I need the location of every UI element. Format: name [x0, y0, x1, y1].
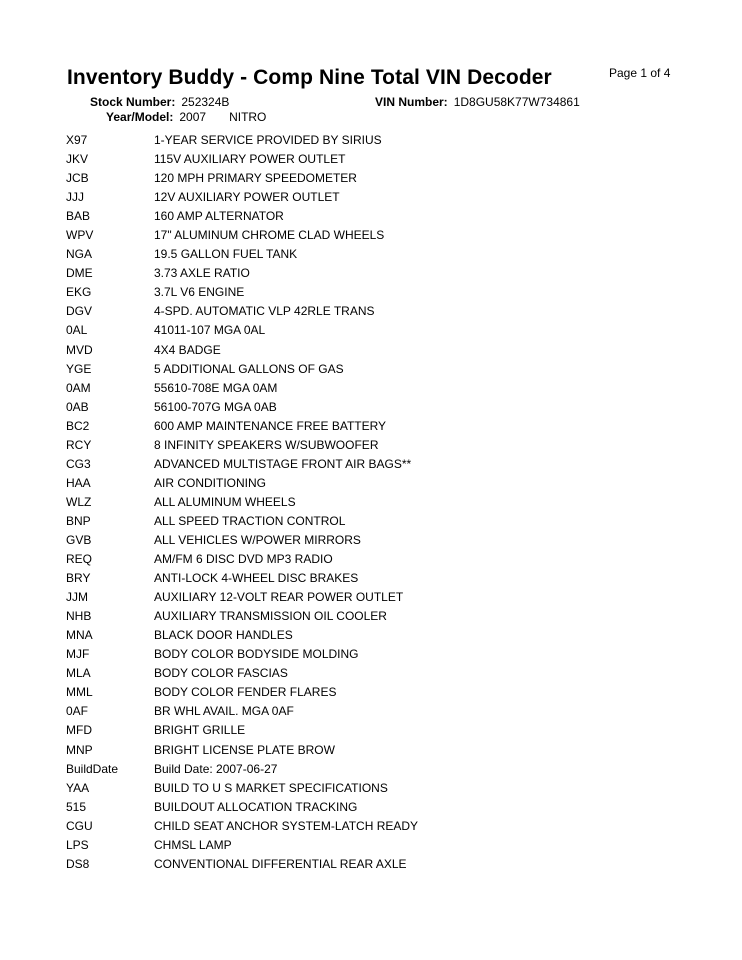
option-code: YGE — [66, 361, 92, 376]
option-description: BUILDOUT ALLOCATION TRACKING — [154, 799, 358, 814]
option-row — [0, 226, 742, 245]
option-row — [0, 264, 742, 283]
option-code: GVB — [66, 532, 92, 547]
option-description: Build Date: 2007-06-27 — [154, 761, 278, 776]
option-description: 160 AMP ALTERNATOR — [154, 209, 284, 224]
option-description: BODY COLOR FENDER FLARES — [154, 685, 337, 700]
option-row — [0, 531, 742, 550]
option-row — [0, 645, 742, 664]
option-code: 0AL — [66, 323, 88, 338]
option-description: 5 ADDITIONAL GALLONS OF GAS — [154, 361, 344, 376]
option-description: BUILD TO U S MARKET SPECIFICATIONS — [154, 780, 388, 795]
stock-number-label: Stock Number: — [90, 95, 176, 109]
option-code: 515 — [66, 799, 87, 814]
option-description: ADVANCED MULTISTAGE FRONT AIR BAGS** — [154, 456, 412, 471]
option-description: CONVENTIONAL DIFFERENTIAL REAR AXLE — [154, 856, 407, 871]
option-description: 12V AUXILIARY POWER OUTLET — [154, 190, 340, 205]
option-row — [0, 150, 742, 169]
option-row — [0, 341, 742, 360]
option-row — [0, 721, 742, 740]
option-description: AUXILIARY 12-VOLT REAR POWER OUTLET — [154, 590, 404, 605]
option-code: MNP — [66, 742, 93, 757]
option-code: JCB — [66, 171, 89, 186]
option-code: CG3 — [66, 456, 91, 471]
option-description: CHILD SEAT ANCHOR SYSTEM-LATCH READY — [154, 818, 419, 833]
option-row — [0, 169, 742, 188]
option-code: LPS — [66, 837, 89, 852]
option-row — [0, 417, 742, 436]
option-row — [0, 245, 742, 264]
option-code: MML — [66, 685, 93, 700]
option-code: YAA — [66, 780, 90, 795]
option-code: NHB — [66, 609, 92, 624]
vin-number-label: VIN Number: — [375, 95, 448, 109]
option-row — [0, 683, 742, 702]
option-code: WLZ — [66, 494, 92, 509]
option-row — [0, 817, 742, 836]
option-description: BLACK DOOR HANDLES — [154, 628, 293, 643]
vin-number-value: 1D8GU58K77W734861 — [453, 95, 580, 109]
option-row — [0, 512, 742, 531]
option-row — [0, 207, 742, 226]
option-description: 120 MPH PRIMARY SPEEDOMETER — [154, 171, 357, 186]
option-description: ALL ALUMINUM WHEELS — [154, 494, 296, 509]
year-model-field — [106, 110, 266, 124]
model-value: NITRO — [229, 110, 267, 124]
option-description: 4-SPD. AUTOMATIC VLP 42RLE TRANS — [154, 304, 375, 319]
option-row — [0, 664, 742, 683]
option-row — [0, 321, 742, 340]
option-description: ALL SPEED TRACTION CONTROL — [154, 513, 346, 528]
vin-number-field — [375, 95, 580, 109]
option-description: BRIGHT LICENSE PLATE BROW — [154, 742, 335, 757]
option-code: BNP — [66, 513, 91, 528]
option-code: WPV — [66, 228, 94, 243]
option-code-list — [0, 131, 742, 874]
option-code: BRY — [66, 571, 91, 586]
option-row — [0, 474, 742, 493]
option-row — [0, 188, 742, 207]
option-description: BODY COLOR FASCIAS — [154, 666, 288, 681]
option-description: 8 INFINITY SPEAKERS W/SUBWOOFER — [154, 437, 379, 452]
option-description: 1-YEAR SERVICE PROVIDED BY SIRIUS — [154, 133, 382, 147]
year-model-label: Year/Model: — [106, 110, 174, 124]
option-row — [0, 836, 742, 855]
option-code: CGU — [66, 818, 93, 833]
option-code: 0AB — [66, 399, 89, 414]
option-description: CHMSL LAMP — [154, 837, 232, 852]
option-row — [0, 569, 742, 588]
option-row — [0, 702, 742, 721]
page-number: Page 1 of 4 — [609, 66, 671, 80]
option-description: ALL VEHICLES W/POWER MIRRORS — [154, 532, 361, 547]
option-description: 115V AUXILIARY POWER OUTLET — [154, 152, 346, 167]
option-code: MJF — [66, 647, 90, 662]
option-row — [0, 550, 742, 569]
option-row — [0, 131, 742, 150]
option-description: BR WHL AVAIL. MGA 0AF — [154, 704, 294, 719]
option-code: EKG — [66, 285, 92, 300]
option-description: 55610-708E MGA 0AM — [154, 380, 278, 395]
option-row — [0, 741, 742, 760]
option-row — [0, 360, 742, 379]
option-row — [0, 855, 742, 874]
option-row — [0, 760, 742, 779]
option-code: MNA — [66, 628, 93, 643]
option-row — [0, 588, 742, 607]
option-description: AIR CONDITIONING — [154, 475, 267, 490]
option-row — [0, 626, 742, 645]
option-code: 0AF — [66, 704, 89, 719]
option-description: ANTI-LOCK 4-WHEEL DISC BRAKES — [154, 571, 359, 586]
stock-number-value: 252324B — [181, 95, 230, 109]
option-code: DGV — [66, 304, 93, 319]
option-code: BuildDate — [66, 761, 119, 776]
option-description: 3.73 AXLE RATIO — [154, 266, 250, 281]
option-code: JJJ — [66, 190, 84, 205]
option-row — [0, 455, 742, 474]
option-row — [0, 302, 742, 321]
option-row — [0, 379, 742, 398]
option-code: DS8 — [66, 856, 90, 871]
option-code: JKV — [66, 152, 89, 167]
option-code: RCY — [66, 437, 92, 452]
option-code: NGA — [66, 247, 93, 262]
option-description: 17" ALUMINUM CHROME CLAD WHEELS — [154, 228, 385, 243]
option-row — [0, 779, 742, 798]
option-description: 56100-707G MGA 0AB — [154, 399, 277, 414]
option-description: 4X4 BADGE — [154, 342, 221, 357]
option-row — [0, 283, 742, 302]
option-code: JJM — [66, 590, 88, 605]
option-description: 41011-107 MGA 0AL — [154, 323, 266, 338]
page-title: Inventory Buddy - Comp Nine Total VIN Decoder — [67, 66, 552, 89]
option-description: AUXILIARY TRANSMISSION OIL COOLER — [154, 609, 387, 624]
option-code: MLA — [66, 666, 91, 681]
option-code: DME — [66, 266, 93, 281]
option-code: BAB — [66, 209, 91, 224]
option-description: BODY COLOR BODYSIDE MOLDING — [154, 647, 359, 662]
option-code: X97 — [66, 133, 88, 147]
option-row — [0, 493, 742, 512]
option-description: AM/FM 6 DISC DVD MP3 RADIO — [154, 552, 333, 567]
option-row — [0, 398, 742, 417]
option-row — [0, 607, 742, 626]
option-code: MVD — [66, 342, 93, 357]
option-code: 0AM — [66, 380, 91, 395]
year-value: 2007 — [179, 110, 207, 124]
option-row — [0, 798, 742, 817]
option-description: 600 AMP MAINTENANCE FREE BATTERY — [154, 418, 387, 433]
option-description: 3.7L V6 ENGINE — [154, 285, 245, 300]
option-description: BRIGHT GRILLE — [154, 723, 246, 738]
option-code: BC2 — [66, 418, 90, 433]
stock-number-field — [90, 95, 229, 109]
option-description: 19.5 GALLON FUEL TANK — [154, 247, 298, 262]
option-row — [0, 436, 742, 455]
option-code: HAA — [66, 475, 91, 490]
option-code: REQ — [66, 552, 93, 567]
option-code: MFD — [66, 723, 92, 738]
